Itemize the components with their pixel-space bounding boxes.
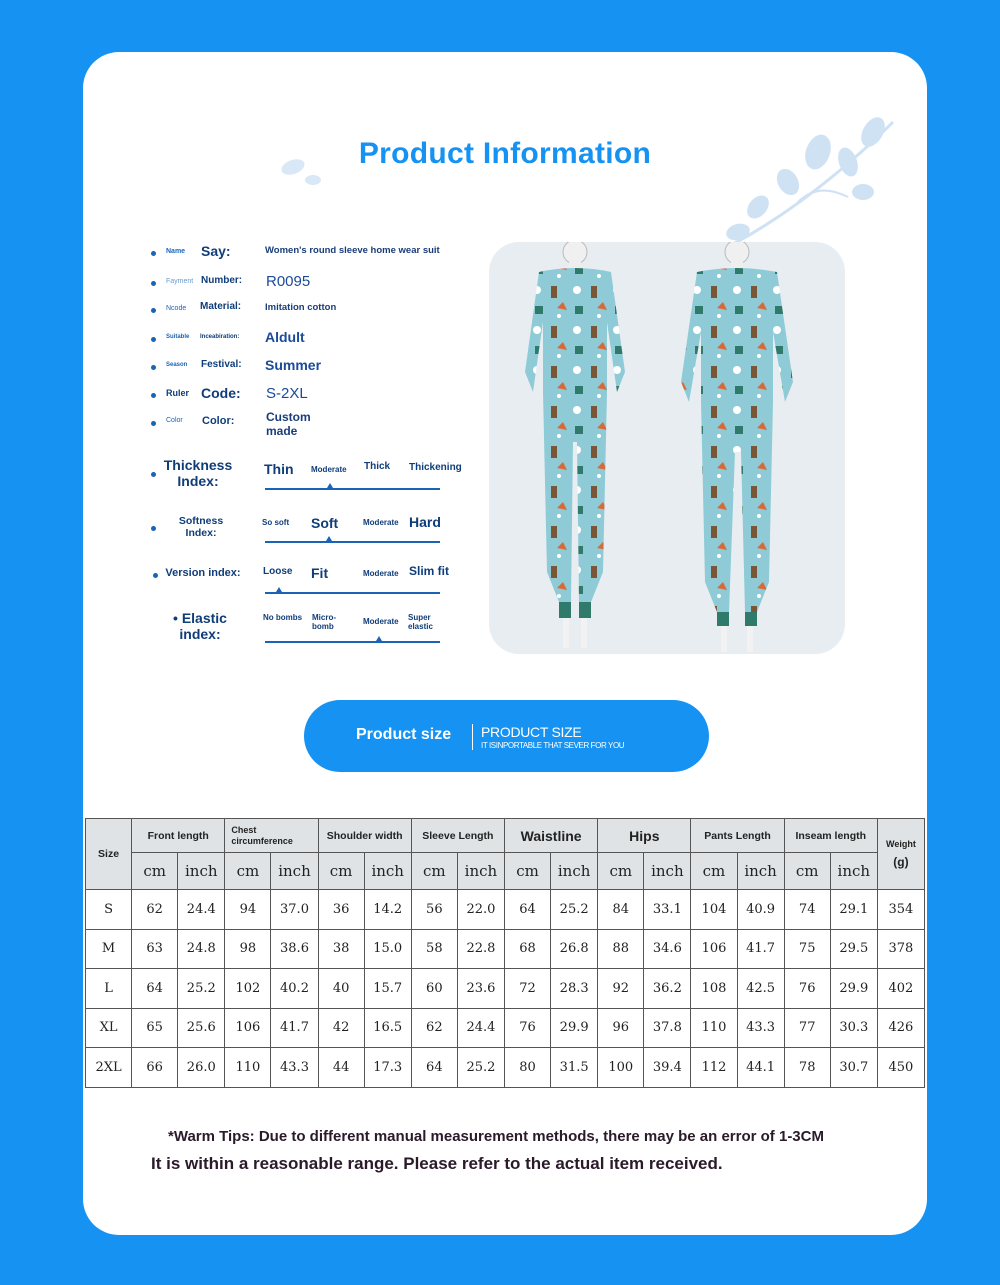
scale-version-label: Version index:	[165, 567, 241, 579]
measurement-cell: 84	[598, 890, 644, 930]
info-number-label: Number:	[201, 275, 243, 286]
info-color-value: Custom made	[266, 410, 311, 439]
weight-header	[877, 819, 924, 890]
measurement-cell: 42	[318, 1008, 364, 1048]
measurement-cell: 58	[411, 929, 457, 969]
measurement-cell: 106	[225, 1008, 271, 1048]
measurement-cell: 41.7	[737, 929, 784, 969]
size-cell: XL	[86, 1008, 132, 1048]
weight-label: Weight	[886, 839, 916, 849]
group-header: Waistline	[504, 819, 597, 853]
size-table-body	[86, 890, 925, 1088]
unit-header: cm	[504, 853, 550, 890]
unit-header: inch	[178, 853, 225, 890]
scale-option: Moderate	[363, 569, 399, 578]
measurement-cell: 37.8	[644, 1008, 691, 1048]
measurement-cell: 23.6	[457, 969, 504, 1009]
scale-track	[265, 541, 440, 543]
measurement-cell: 24.4	[178, 890, 225, 930]
measurement-cell: 354	[877, 890, 924, 930]
measurement-cell: 74	[784, 890, 830, 930]
bullet-icon	[151, 472, 156, 477]
info-number-value: R0095	[266, 273, 311, 290]
measurement-cell: 36	[318, 890, 364, 930]
scale-option: Thin	[264, 461, 294, 477]
scale-option: Slim fit	[409, 564, 450, 578]
measurement-cell: 40	[318, 969, 364, 1009]
measurement-cell: 63	[132, 929, 178, 969]
table-row	[86, 969, 925, 1009]
measurement-cell: 76	[504, 1008, 550, 1048]
bullet-icon	[151, 281, 156, 286]
measurement-cell: 44	[318, 1048, 364, 1088]
measurement-cell: 17.3	[364, 1048, 411, 1088]
unit-header: cm	[318, 853, 364, 890]
banner-left-text: Product size	[356, 726, 452, 743]
size-cell: M	[86, 929, 132, 969]
table-header-groups	[86, 819, 925, 853]
measurement-cell: 402	[877, 969, 924, 1009]
table-row	[86, 890, 925, 930]
size-cell: 2XL	[86, 1048, 132, 1088]
size-cell: L	[86, 969, 132, 1009]
measurement-cell: 108	[691, 969, 737, 1009]
bullet-icon	[151, 393, 156, 398]
measurement-cell: 100	[598, 1048, 644, 1088]
measurement-cell: 29.5	[830, 929, 877, 969]
measurement-cell: 33.1	[644, 890, 691, 930]
measurement-cell: 16.5	[364, 1008, 411, 1048]
measurement-cell: 31.5	[551, 1048, 598, 1088]
unit-header: cm	[784, 853, 830, 890]
size-cell: S	[86, 890, 132, 930]
unit-header: cm	[598, 853, 644, 890]
measurement-cell: 26.8	[551, 929, 598, 969]
bullet-icon	[151, 421, 156, 426]
measurement-cell: 88	[598, 929, 644, 969]
unit-header: inch	[644, 853, 691, 890]
measurement-cell: 64	[411, 1048, 457, 1088]
scale-option: Loose	[263, 566, 293, 577]
measurement-cell: 38	[318, 929, 364, 969]
warm-tip-line1: *Warm Tips: Due to different manual measurement methods, there may be an error of 1-3CM	[168, 1128, 824, 1145]
measurement-cell: 14.2	[364, 890, 411, 930]
group-header: Shoulder width	[318, 819, 411, 853]
product-size-banner	[304, 700, 709, 772]
measurement-cell: 38.6	[271, 929, 318, 969]
measurement-cell: 56	[411, 890, 457, 930]
info-number-tag: Fayment	[166, 278, 194, 285]
scale-thickness-label: Thickness Index:	[163, 457, 233, 490]
measurement-cell: 44.1	[737, 1048, 784, 1088]
measurement-cell: 66	[132, 1048, 178, 1088]
bullet-icon	[151, 365, 156, 370]
measurement-cell: 112	[691, 1048, 737, 1088]
pajama-illustration-icon	[489, 242, 845, 654]
measurement-cell: 98	[225, 929, 271, 969]
measurement-cell: 80	[504, 1048, 550, 1088]
info-season-value: Summer	[265, 357, 322, 373]
size-header: Size	[86, 819, 132, 890]
measurement-cell: 43.3	[737, 1008, 784, 1048]
measurement-cell: 34.6	[644, 929, 691, 969]
measurement-cell: 25.2	[178, 969, 225, 1009]
measurement-cell: 77	[784, 1008, 830, 1048]
group-header: Inseam length	[784, 819, 877, 853]
scale-option: Moderate	[363, 518, 399, 527]
measurement-cell: 25.2	[551, 890, 598, 930]
measurement-cell: 22.8	[457, 929, 504, 969]
table-row	[86, 1048, 925, 1088]
product-photo	[489, 242, 845, 654]
measurement-cell: 62	[411, 1008, 457, 1048]
info-material-label: Material:	[200, 301, 242, 312]
measurement-cell: 39.4	[644, 1048, 691, 1088]
info-material-value: Imitation cotton	[265, 302, 337, 313]
group-header: Front length	[132, 819, 225, 853]
unit-header: inch	[830, 853, 877, 890]
bullet-icon	[151, 526, 156, 531]
warm-tip-line2: It is within a reasonable range. Please refer to the actual item received.	[151, 1154, 723, 1173]
measurement-cell: 15.7	[364, 969, 411, 1009]
bullet-icon	[151, 337, 156, 342]
measurement-cell: 41.7	[271, 1008, 318, 1048]
measurement-cell: 68	[504, 929, 550, 969]
info-name-value: Women's round sleeve home wear suit	[265, 245, 440, 256]
measurement-cell: 43.3	[271, 1048, 318, 1088]
scale-option: So soft	[262, 518, 290, 527]
banner-right-subtitle: IT ISINPORTABLE THAT SEVER FOR YOU	[481, 741, 625, 750]
scale-marker-icon	[376, 636, 382, 641]
leaves-decoration-icon	[698, 112, 898, 262]
measurement-cell: 37.0	[271, 890, 318, 930]
measurement-cell: 65	[132, 1008, 178, 1048]
bullet-icon	[151, 251, 156, 256]
measurement-cell: 104	[691, 890, 737, 930]
scale-option: Thickening	[409, 462, 462, 473]
scale-option: Moderate	[311, 465, 347, 474]
measurement-cell: 15.0	[364, 929, 411, 969]
scale-track	[265, 488, 440, 490]
measurement-cell: 24.8	[178, 929, 225, 969]
group-header: Sleeve Length	[411, 819, 504, 853]
measurement-cell: 110	[225, 1048, 271, 1088]
group-header: Chest circumference	[225, 819, 318, 853]
measurement-cell: 106	[691, 929, 737, 969]
measurement-cell: 22.0	[457, 890, 504, 930]
measurement-cell: 378	[877, 929, 924, 969]
unit-header: inch	[457, 853, 504, 890]
measurement-cell: 92	[598, 969, 644, 1009]
scale-softness-label: Softness Index:	[178, 515, 224, 540]
measurement-cell: 40.9	[737, 890, 784, 930]
measurement-cell: 24.4	[457, 1008, 504, 1048]
measurement-cell: 102	[225, 969, 271, 1009]
page-title: Product Information	[358, 137, 652, 170]
measurement-cell: 30.7	[830, 1048, 877, 1088]
group-header: Pants Length	[691, 819, 784, 853]
info-ruler-value: S-2XL	[266, 385, 308, 402]
scale-track	[265, 592, 440, 594]
info-name-tag: Name	[166, 248, 186, 255]
measurement-cell: 36.2	[644, 969, 691, 1009]
info-color-label: Color:	[202, 415, 235, 427]
info-name-label: Say:	[201, 243, 231, 259]
scale-option: Micro-bomb	[312, 613, 336, 632]
measurement-cell: 78	[784, 1048, 830, 1088]
group-header: Hips	[598, 819, 691, 853]
unit-header: cm	[132, 853, 178, 890]
measurement-cell: 29.9	[551, 1008, 598, 1048]
info-suitable-value: Aldult	[265, 329, 305, 345]
scale-marker-icon	[327, 483, 333, 488]
info-season-tag: Season	[166, 362, 188, 368]
measurement-cell: 75	[784, 929, 830, 969]
measurement-cell: 28.3	[551, 969, 598, 1009]
measurement-cell: 72	[504, 969, 550, 1009]
info-season-label: Festival:	[201, 359, 242, 370]
measurement-cell: 40.2	[271, 969, 318, 1009]
product-card	[83, 52, 927, 1235]
measurement-cell: 426	[877, 1008, 924, 1048]
unit-header: inch	[737, 853, 784, 890]
measurement-cell: 450	[877, 1048, 924, 1088]
measurement-cell: 26.0	[178, 1048, 225, 1088]
scale-marker-icon	[326, 536, 332, 541]
measurement-cell: 29.1	[830, 890, 877, 930]
measurement-cell: 60	[411, 969, 457, 1009]
measurement-cell: 64	[504, 890, 550, 930]
measurement-cell: 62	[132, 890, 178, 930]
scale-option: Fit	[311, 565, 329, 581]
table-row	[86, 1008, 925, 1048]
scale-option: Thick	[364, 461, 391, 472]
info-ruler-label: Code:	[201, 385, 241, 401]
measurement-cell: 110	[691, 1008, 737, 1048]
bullet-icon	[153, 573, 158, 578]
info-suitable-tag: Suitable	[166, 334, 190, 340]
measurement-cell: 64	[132, 969, 178, 1009]
measurement-cell: 96	[598, 1008, 644, 1048]
unit-header: cm	[411, 853, 457, 890]
scale-option: Super elastic	[408, 613, 433, 632]
measurement-cell: 30.3	[830, 1008, 877, 1048]
scale-track	[265, 641, 440, 643]
unit-header: inch	[364, 853, 411, 890]
scale-elastic-label: • Elastic index:	[173, 610, 227, 643]
unit-header: inch	[551, 853, 598, 890]
measurement-cell: 25.2	[457, 1048, 504, 1088]
scale-option: Moderate	[363, 617, 399, 626]
unit-header: cm	[691, 853, 737, 890]
table-header-units	[86, 853, 925, 890]
info-material-tag: Ncode	[166, 305, 187, 312]
scale-option: No bombs	[263, 613, 303, 622]
table-row	[86, 929, 925, 969]
scale-marker-icon	[276, 587, 282, 592]
info-color-tag: Color	[166, 417, 183, 424]
scale-option: Soft	[311, 515, 339, 531]
banner-divider	[472, 724, 473, 750]
measurement-cell: 94	[225, 890, 271, 930]
measurement-cell: 29.9	[830, 969, 877, 1009]
unit-header: inch	[271, 853, 318, 890]
unit-header: cm	[225, 853, 271, 890]
scale-option: Hard	[409, 514, 441, 530]
info-suitable-label: Inceabiration:	[200, 334, 240, 340]
banner-right-title: PRODUCT SIZE	[481, 724, 582, 740]
weight-unit: (g)	[893, 855, 909, 869]
info-ruler-tag: Ruler	[166, 388, 190, 398]
size-table	[85, 818, 925, 1088]
measurement-cell: 25.6	[178, 1008, 225, 1048]
measurement-cell: 42.5	[737, 969, 784, 1009]
measurement-cell: 76	[784, 969, 830, 1009]
bullet-icon	[151, 308, 156, 313]
